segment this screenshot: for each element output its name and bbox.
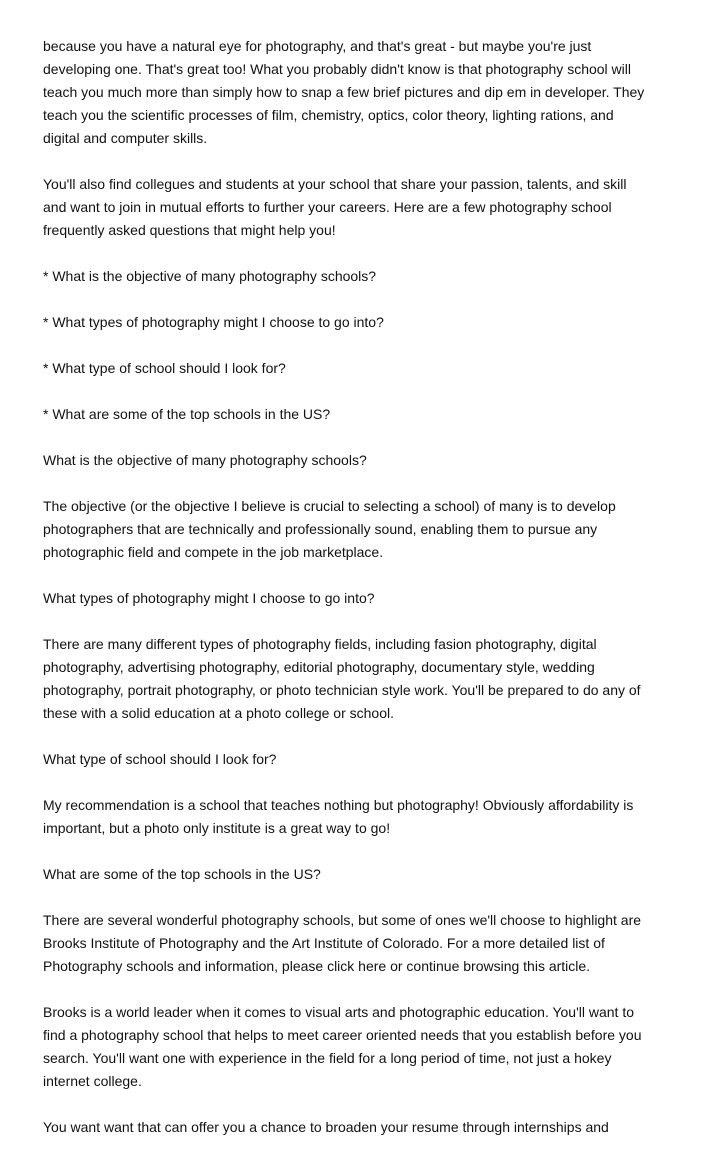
text-line: photography, advertising photography, editorial photography, documentary style, wedding xyxy=(43,659,595,675)
text-line: teach you much more than simply how to snap a few brief pictures and dip em in developer. They xyxy=(43,84,645,100)
answer-paragraph xyxy=(43,909,683,978)
question-heading xyxy=(43,748,683,771)
paragraph-collegues xyxy=(43,173,683,242)
text-line: Brooks Institute of Photography and the Art Institute of Colorado. For a more detailed list of xyxy=(43,935,605,951)
question-heading xyxy=(43,863,683,886)
text-line: Brooks is a world leader when it comes to visual arts and photographic education. You'll want to xyxy=(43,1004,635,1020)
text-line: * What are some of the top schools in the US? xyxy=(43,406,331,422)
document-page xyxy=(43,35,683,1162)
answer-paragraph xyxy=(43,633,683,725)
question-heading xyxy=(43,587,683,610)
text-line: The objective (or the objective I believe is crucial to selecting a school) of many is to develop xyxy=(43,498,616,514)
text-line: Photography schools and information, please click here or continue browsing this article. xyxy=(43,958,591,974)
text-line: What type of school should I look for? xyxy=(43,751,277,767)
text-line: these with a solid education at a photo college or school. xyxy=(43,705,395,721)
text-line: internet college. xyxy=(43,1073,142,1089)
text-line: photography, portrait photography, or photo technician style work. You'll be prepared to do any of xyxy=(43,682,641,698)
text-line: What is the objective of many photography schools? xyxy=(43,452,367,468)
question-heading xyxy=(43,449,683,472)
text-line: There are many different types of photography fields, including fasion photography, digital xyxy=(43,636,597,652)
text-line: * What is the objective of many photography schools? xyxy=(43,268,377,284)
faq-list-item xyxy=(43,357,683,380)
text-line: What types of photography might I choose to go into? xyxy=(43,590,375,606)
text-line: important, but a photo only institute is a great way to go! xyxy=(43,820,391,836)
answer-paragraph xyxy=(43,794,683,840)
body-paragraph xyxy=(43,1116,683,1139)
text-line: developing one. That's great too! What you probably didn't know is that photography school will xyxy=(43,61,631,77)
text-line: photographers that are technically and professionally sound, enabling them to pursue any xyxy=(43,521,598,537)
text-line: * What types of photography might I choose to go into? xyxy=(43,314,384,330)
text-line: * What type of school should I look for? xyxy=(43,360,286,376)
faq-list-item xyxy=(43,311,683,334)
text-line: There are several wonderful photography schools, but some of ones we'll choose to highlight are xyxy=(43,912,642,928)
faq-list-item xyxy=(43,265,683,288)
text-line: search. You'll want one with experience in the field for a long period of time, not just a hokey xyxy=(43,1050,612,1066)
text-line: My recommendation is a school that teaches nothing but photography! Obviously affordability is xyxy=(43,797,634,813)
body-paragraph xyxy=(43,1001,683,1093)
answer-paragraph xyxy=(43,495,683,564)
text-line: You'll also find collegues and students at your school that share your passion, talents, and skill xyxy=(43,176,627,192)
text-line: You want want that can offer you a chance to broaden your resume through internships and xyxy=(43,1119,609,1135)
text-line: find a photography school that helps to meet career oriented needs that you establish before you xyxy=(43,1027,642,1043)
text-line: frequently asked questions that might help you! xyxy=(43,222,336,238)
text-line: teach you the scientific processes of film, chemistry, optics, color theory, lighting rations, and xyxy=(43,107,614,123)
text-line: because you have a natural eye for photography, and that's great - but maybe you're just xyxy=(43,38,592,54)
text-line: and want to join in mutual efforts to further your careers. Here are a few photography school xyxy=(43,199,612,215)
text-line: photographic field and compete in the job marketplace. xyxy=(43,544,384,560)
text-line: digital and computer skills. xyxy=(43,130,208,146)
faq-list-item xyxy=(43,403,683,426)
text-line: What are some of the top schools in the US? xyxy=(43,866,321,882)
paragraph-intro xyxy=(43,35,683,150)
